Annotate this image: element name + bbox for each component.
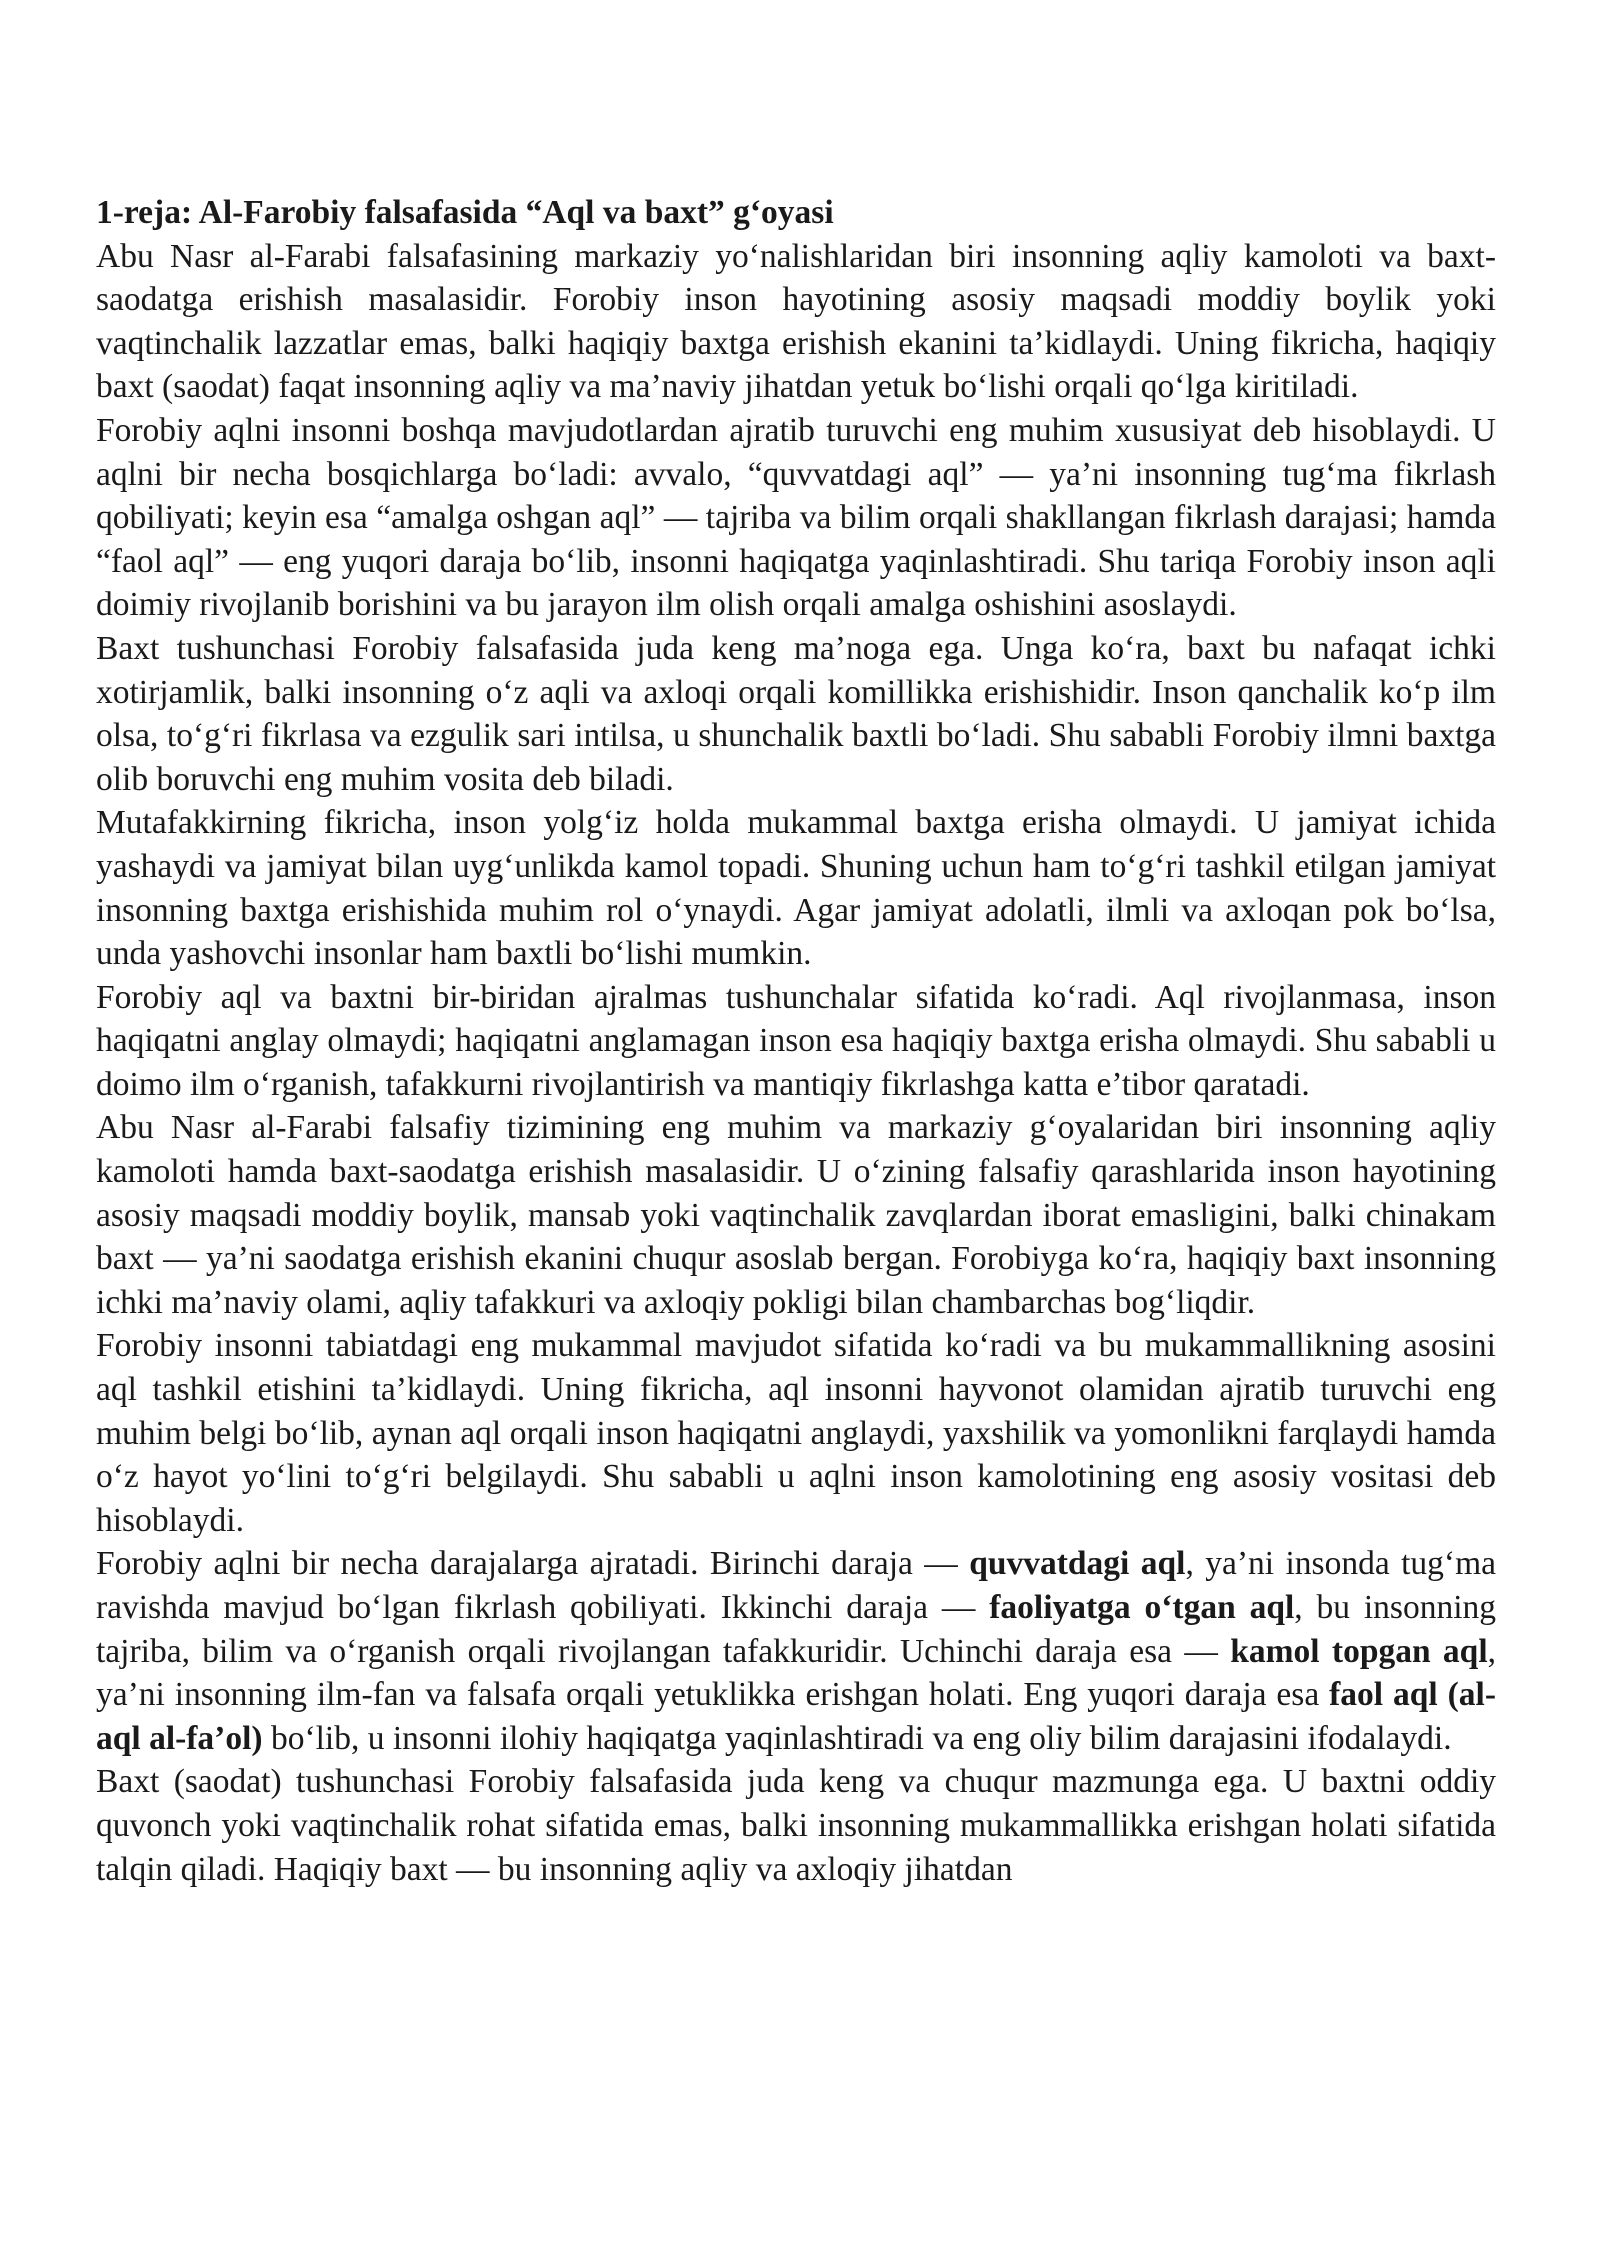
- paragraph: [96, 409, 1496, 627]
- paragraph-text: Abu Nasr al-Farabi falsafiy tizimining eng muhim va markaziy g‘oyalaridan biri insonning aqliy kamoloti hamda baxt-saodatga erishish masalasidir. U o‘zining falsafiy qarashlarida inson hayotining asosiy maqsadi moddiy boylik, mansab yoki vaqtinchalik zavqlardan iborat emasligini, balki chinakam baxt — ya’ni saodatga erishish ekanini chuqur asoslab bergan. Forobiyga ko‘ra, haqiqiy baxt insonning ichki ma’naviy olami, aqliy tafakkuri va axloqiy pokligi bilan chambarchas bog‘liqdir.: [96, 1109, 1496, 1321]
- paragraph-text: bo‘lib, u insonni ilohiy haqiqatga yaqinlashtiradi va eng oliy bilim darajasini ifodalaydi.: [262, 1719, 1452, 1757]
- paragraph: [96, 1106, 1496, 1324]
- paragraph: [96, 976, 1496, 1107]
- paragraph-text: Forobiy aql va baxtni bir-biridan ajralmas tushunchalar sifatida ko‘radi. Aql rivojlanmasa, inson haqiqatni anglay olmaydi; haqiqatni anglamagan inson esa haqiqiy baxtga erisha olmaydi. Shu sababli u doimo ilm o‘rganish, tafakkurni rivojlantirish va mantiqiy fikrlashga katta e’tibor qaratadi.: [96, 978, 1496, 1103]
- paragraph-text: Forobiy insonni tabiatdagi eng mukammal mavjudot sifatida ko‘radi va bu mukammallikning asosini aql tashkil etishini ta’kidlaydi. Uning fikricha, aql insonni hayvonot olamidan ajratib turuvchi eng muhim belgi bo‘lib, aynan aql orqali inson haqiqatni anglaydi, yaxshilik va yomonlikni farqlaydi hamda o‘z hayot yo‘lini to‘g‘ri belgilaydi. Shu sababli u aqlni inson kamolotining eng asosiy vositasi deb hisoblaydi.: [96, 1327, 1496, 1539]
- paragraph: [96, 627, 1496, 801]
- section-heading: 1-reja: Al-Farobiy falsafasida “Aql va baxt” g‘oyasi: [96, 194, 834, 231]
- term-faoliyatga-otgan-aql: faoliyatga o‘tgan aql: [989, 1589, 1295, 1626]
- paragraph: [96, 1324, 1496, 1542]
- paragraph: [96, 801, 1496, 975]
- paragraph-text: , bu insonning tajriba, bilim va o‘rganish orqali rivojlangan tafakkuridir. Uchinchi daraja esa —: [96, 1589, 1497, 1670]
- paragraph-text: , ya’ni insonning ilm-fan va falsafa orqali yetuklikka erishgan holati. Eng yuqori daraja esa: [96, 1632, 1496, 1714]
- paragraph-aql-levels: [96, 1542, 1496, 1760]
- paragraph-text: Forobiy aqlni insonni boshqa mavjudotlardan ajratib turuvchi eng muhim xususiyat deb hisoblaydi. U aqlni bir necha bosqichlarga bo‘ladi: avvalo, “quvvatdagi aql” — ya’ni insonning tug‘ma fikrlash qobiliyati; keyin esa “amalga oshgan aql” — tajriba va bilim orqali shakllangan fikrlash darajasi; hamda “faol aql” — eng yuqori daraja bo‘lib, insonni haqiqatga yaqinlashtiradi. Shu tariqa Forobiy inson aqli doimiy rivojlanib borishini va bu jarayon ilm olish orqali amalga oshishini asoslaydi.: [96, 411, 1496, 624]
- paragraph-text: Abu Nasr al-Farabi falsafasining markaziy yo‘nalishlaridan biri insonning aqliy kamoloti va baxt-saodatga erishish masalasidir. Forobiy inson hayotining asosiy maqsadi moddiy boylik yoki vaqtinchalik lazzatlar emas, balki haqiqiy baxtga erishish ekanini ta’kidlaydi. Uning fikricha, haqiqiy baxt (saodat) faqat insonning aqliy va ma’naviy jihatdan yetuk bo‘lishi orqali qo‘lga kiritiladi.: [96, 237, 1496, 406]
- term-faol-aql: faol aql (al-aql al-fa’ol): [96, 1676, 1496, 1757]
- paragraph-text: Baxt tushunchasi Forobiy falsafasida juda keng ma’noga ega. Unga ko‘ra, baxt bu nafaqat ichki xotirjamlik, balki insonning o‘z aqli va axloqi orqali komillikka erishishidir. Inson qanchalik ko‘p ilm olsa, to‘g‘ri fikrlasa va ezgulik sari intilsa, u shunchalik baxtli bo‘ladi. Shu sababli Forobiy ilmni baxtga olib boruvchi eng muhim vosita deb biladi.: [96, 629, 1496, 798]
- paragraph: [96, 235, 1496, 409]
- document-page: [96, 191, 1496, 1891]
- paragraph-text: Mutafakkirning fikricha, inson yolg‘iz holda mukammal baxtga erisha olmaydi. U jamiyat ichida yashaydi va jamiyat bilan uyg‘unlikda kamol topadi. Shuning uchun ham to‘g‘ri tashkil etilgan jamiyat insonning baxtga erishishida muhim rol o‘ynaydi. Agar jamiyat adolatli, ilmli va axloqan pok bo‘lsa, unda yashovchi insonlar ham baxtli bo‘lishi mumkin.: [96, 804, 1496, 973]
- paragraph-text: , ya’ni insonda tug‘ma ravishda mavjud bo‘lgan fikrlash qobiliyati. Ikkinchi daraja —: [96, 1545, 1497, 1626]
- paragraph-text: Baxt (saodat) tushunchasi Forobiy falsafasida juda keng va chuqur mazmunga ega. U baxtni oddiy quvonch yoki vaqtinchalik rohat sifatida emas, balki insonning mukammallikka erishgan holati sifatida talqin qiladi. Haqiqiy baxt — bu insonning aqliy va axloqiy jihatdan: [96, 1763, 1496, 1888]
- term-quvvatdagi-aql: quvvatdagi aql: [969, 1545, 1186, 1583]
- paragraph: [96, 1760, 1496, 1891]
- term-kamol-topgan-aql: kamol topgan aql: [1230, 1632, 1488, 1670]
- paragraph-text: Forobiy aqlni bir necha darajalarga ajratadi. Birinchi daraja —: [96, 1545, 970, 1583]
